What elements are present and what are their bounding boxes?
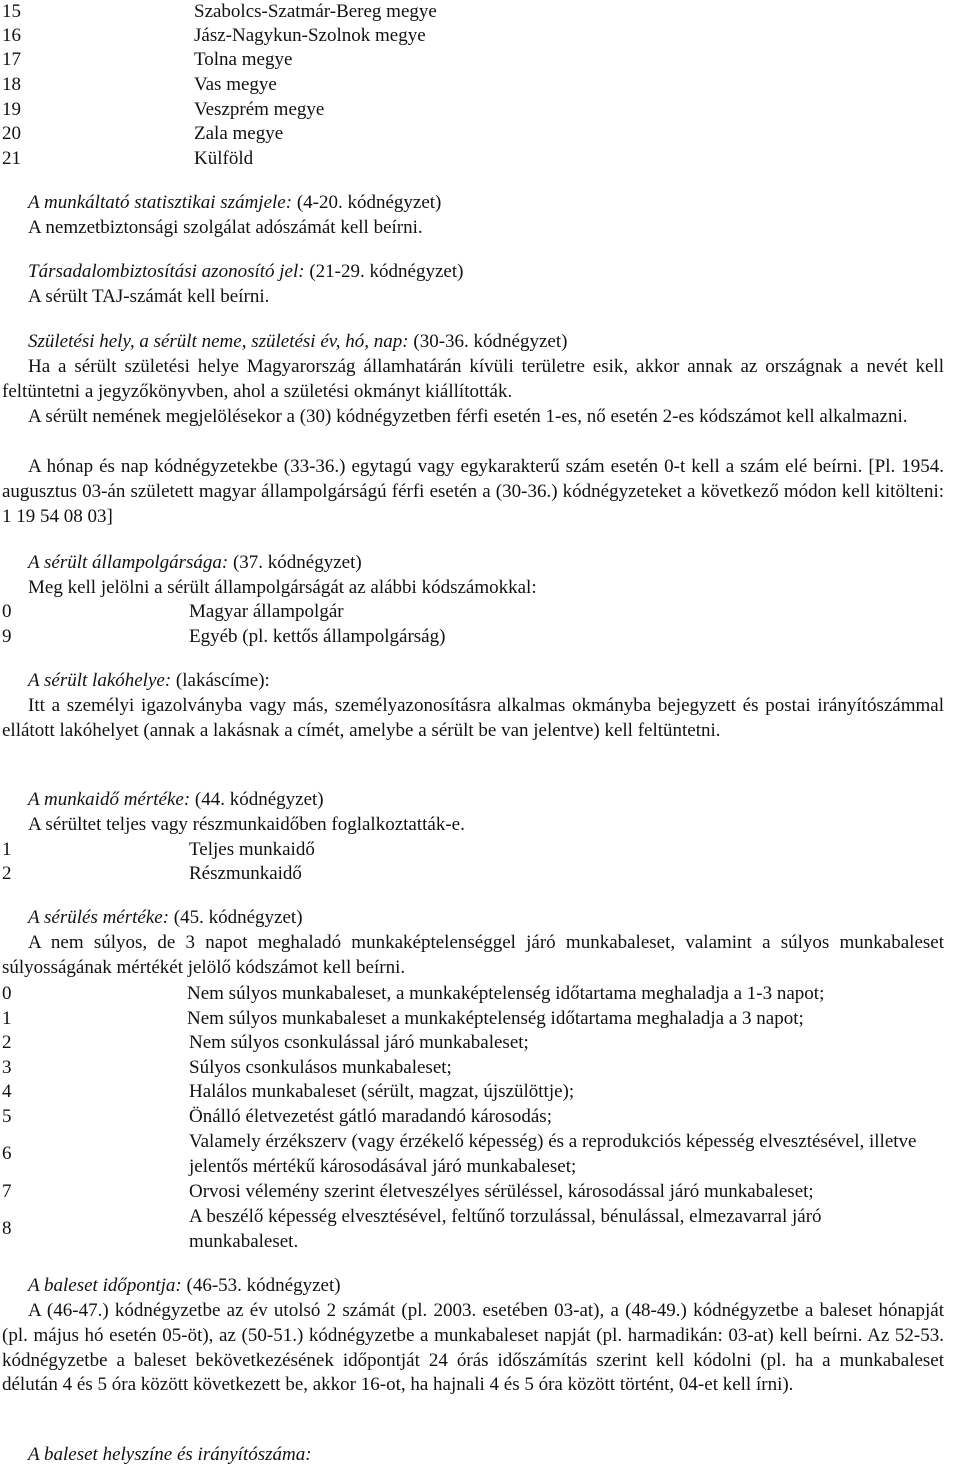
section-text: A sérült TAJ-számát kell beírni. <box>28 286 270 307</box>
code-number: 6 <box>2 1143 12 1164</box>
county-code: 20 <box>2 123 21 144</box>
list-item <box>0 98 958 124</box>
code-label: Nem súlyos csonkulással járó munkabaleset; <box>189 1032 529 1053</box>
section-heading-severity: A sérülés mértéke: (45. kódnégyzet) <box>28 907 303 928</box>
county-code: 15 <box>2 1 21 22</box>
code-label: Orvosi vélemény szerint életveszélyes sérüléssel, károsodással járó munkabaleset; <box>189 1181 814 1202</box>
code-number: 9 <box>2 626 12 647</box>
list-item <box>0 838 958 864</box>
list-item <box>0 1205 958 1255</box>
paragraph: A sérült nemének megjelölésekor a (30) kódnégyzetben férfi esetén 1-es, nő esetén 2-es kódszámot kell alkalmazni. <box>28 406 908 427</box>
county-code: 21 <box>2 148 21 169</box>
list-item <box>0 24 958 50</box>
section-heading-accident-place: A baleset helyszíne és irányítószáma: <box>28 1444 312 1465</box>
section-heading-citizenship: A sérült állampolgársága: (37. kódnégyzet) <box>28 552 362 573</box>
code-number: 4 <box>2 1081 12 1102</box>
list-item <box>0 48 958 74</box>
section-heading-working-time: A munkaidő mértéke: (44. kódnégyzet) <box>28 789 324 810</box>
list-item <box>0 122 958 148</box>
list-item <box>0 1031 958 1057</box>
code-number: 0 <box>2 983 12 1004</box>
county-code: 16 <box>2 25 21 46</box>
section-heading-accident-time: A baleset időpontja: (46-53. kódnégyzet) <box>28 1275 341 1296</box>
county-label: Veszprém megye <box>194 99 325 120</box>
code-number: 5 <box>2 1106 12 1127</box>
section-heading-birth: Születési hely, a sérült neme, születési év, hó, nap: (30-36. kódnégyzet) <box>28 331 568 352</box>
section-heading-residence: A sérült lakóhelye: (lakáscíme): <box>28 670 270 691</box>
county-label: Jász-Nagykun-Szolnok megye <box>194 25 426 46</box>
county-label: Szabolcs-Szatmár-Bereg megye <box>194 1 437 22</box>
list-item <box>0 0 958 26</box>
county-label: Tolna megye <box>194 49 293 70</box>
section-heading-taj: Társadalombiztosítási azonosító jel: (21-29. kódnégyzet) <box>28 261 464 282</box>
paragraph: A (46-47.) kódnégyzetbe az év utolsó 2 számát (pl. 2003. esetében 03-at), a (48-49.) kódnégyzetbe a baleset hónapját (pl. május hó esetén 05-öt), az (50-51.) kódnégyzetbe a munkabaleset napját (pl. harmadikán: 03-at) kell beírni. Az 52-53. kódnégyzetbe a baleset bekövetkezésének időpontját 24 órás időszámítás szerint kell kódolni (pl. ha a munkabaleset délután 4 és 5 óra között következett be, akkor 16-ot, ha hajnali 4 és 5 óra között történt, 04-et kell írni). <box>2 1300 944 1396</box>
section-heading-stat-number: A munkáltató statisztikai számjele: (4-20. kódnégyzet) <box>28 192 442 213</box>
list-item <box>0 1105 958 1131</box>
list-item <box>0 73 958 99</box>
code-number: 3 <box>2 1057 12 1078</box>
code-number: 7 <box>2 1181 12 1202</box>
code-label: Teljes munkaidő <box>189 839 315 860</box>
county-label: Vas megye <box>194 74 277 95</box>
code-label: Egyéb (pl. kettős állampolgárság) <box>189 626 446 647</box>
county-label: Külföld <box>194 148 254 169</box>
code-label: A beszélő képesség elvesztésével, feltűnő torzulással, bénulással, elmezavarral járó munkabaleset. <box>189 1206 822 1252</box>
list-item <box>0 147 958 173</box>
code-number: 8 <box>2 1218 12 1239</box>
paragraph: Itt a személyi igazolványba vagy más, személyazonosításra alkalmas okmányba bejegyzett és postai irányítószámmal ellátott lakóhelyet (annak a lakásnak a címét, amelybe a sérült be van jelentve) kell feltüntetni. <box>2 695 944 741</box>
code-number: 2 <box>2 863 12 884</box>
code-label: Valamely érzékszerv (vagy érzékelő képesség) és a reprodukciós képesség elvesztésével, illetve jelentős mértékű károsodásával járó munkabaleset; <box>189 1131 917 1177</box>
paragraph: A hónap és nap kódnégyzetekbe (33-36.) egytagú vagy egykarakterű szám esetén 0-t kell a szám elé beírni. [Pl. 1954. augusztus 03-án született magyar állampolgárságú férfi esetén a (30-36.) kódnégyzeteket a következő módon kell kitölteni: 1 19 54 08 03] <box>2 456 944 527</box>
code-number: 0 <box>2 601 12 622</box>
code-label: Magyar állampolgár <box>189 601 344 622</box>
list-item <box>0 1007 958 1033</box>
list-item <box>0 1180 958 1206</box>
county-label: Zala megye <box>194 123 284 144</box>
code-label: Súlyos csonkulásos munkabaleset; <box>189 1057 452 1078</box>
list-item <box>0 1080 958 1106</box>
list-item <box>0 1056 958 1082</box>
code-number: 1 <box>2 839 12 860</box>
section-text: Meg kell jelölni a sérült állampolgárságát az alábbi kódszámokkal: <box>28 577 537 598</box>
county-code: 17 <box>2 49 21 70</box>
list-item <box>0 862 958 888</box>
code-label: Halálos munkabaleset (sérült, magzat, újszülöttje); <box>189 1081 575 1102</box>
county-code: 19 <box>2 99 21 120</box>
code-number: 1 <box>2 1008 12 1029</box>
list-item <box>0 1130 958 1180</box>
section-text: A nemzetbiztonsági szolgálat adószámát kell beírni. <box>28 217 423 238</box>
code-label: Önálló életvezetést gátló maradandó károsodás; <box>189 1106 552 1127</box>
list-item <box>0 625 958 651</box>
code-label: Nem súlyos munkabaleset a munkaképtelenség időtartama meghaladja a 3 napot; <box>187 1008 804 1029</box>
list-item <box>0 982 958 1008</box>
paragraph: A nem súlyos, de 3 napot meghaladó munkaképtelenséggel járó munkabaleset, valamint a súlyos munkabaleset súlyosságának mértékét jelölő kódszámot kell beírni. <box>2 932 944 978</box>
code-label: Részmunkaidő <box>189 863 302 884</box>
code-label: Nem súlyos munkabaleset, a munkaképtelenség időtartama meghaladja a 1-3 napot; <box>187 983 825 1004</box>
code-number: 2 <box>2 1032 12 1053</box>
list-item <box>0 600 958 626</box>
paragraph: Ha a sérült születési helye Magyarország államhatárán kívüli területre esik, akkor annak az országnak a nevét kell feltüntetni a jegyzőkönyvben, ahol a születési okmányt kiállították. <box>2 356 944 402</box>
section-text: A sérültet teljes vagy részmunkaidőben foglalkoztatták-e. <box>28 814 465 835</box>
county-code: 18 <box>2 74 21 95</box>
